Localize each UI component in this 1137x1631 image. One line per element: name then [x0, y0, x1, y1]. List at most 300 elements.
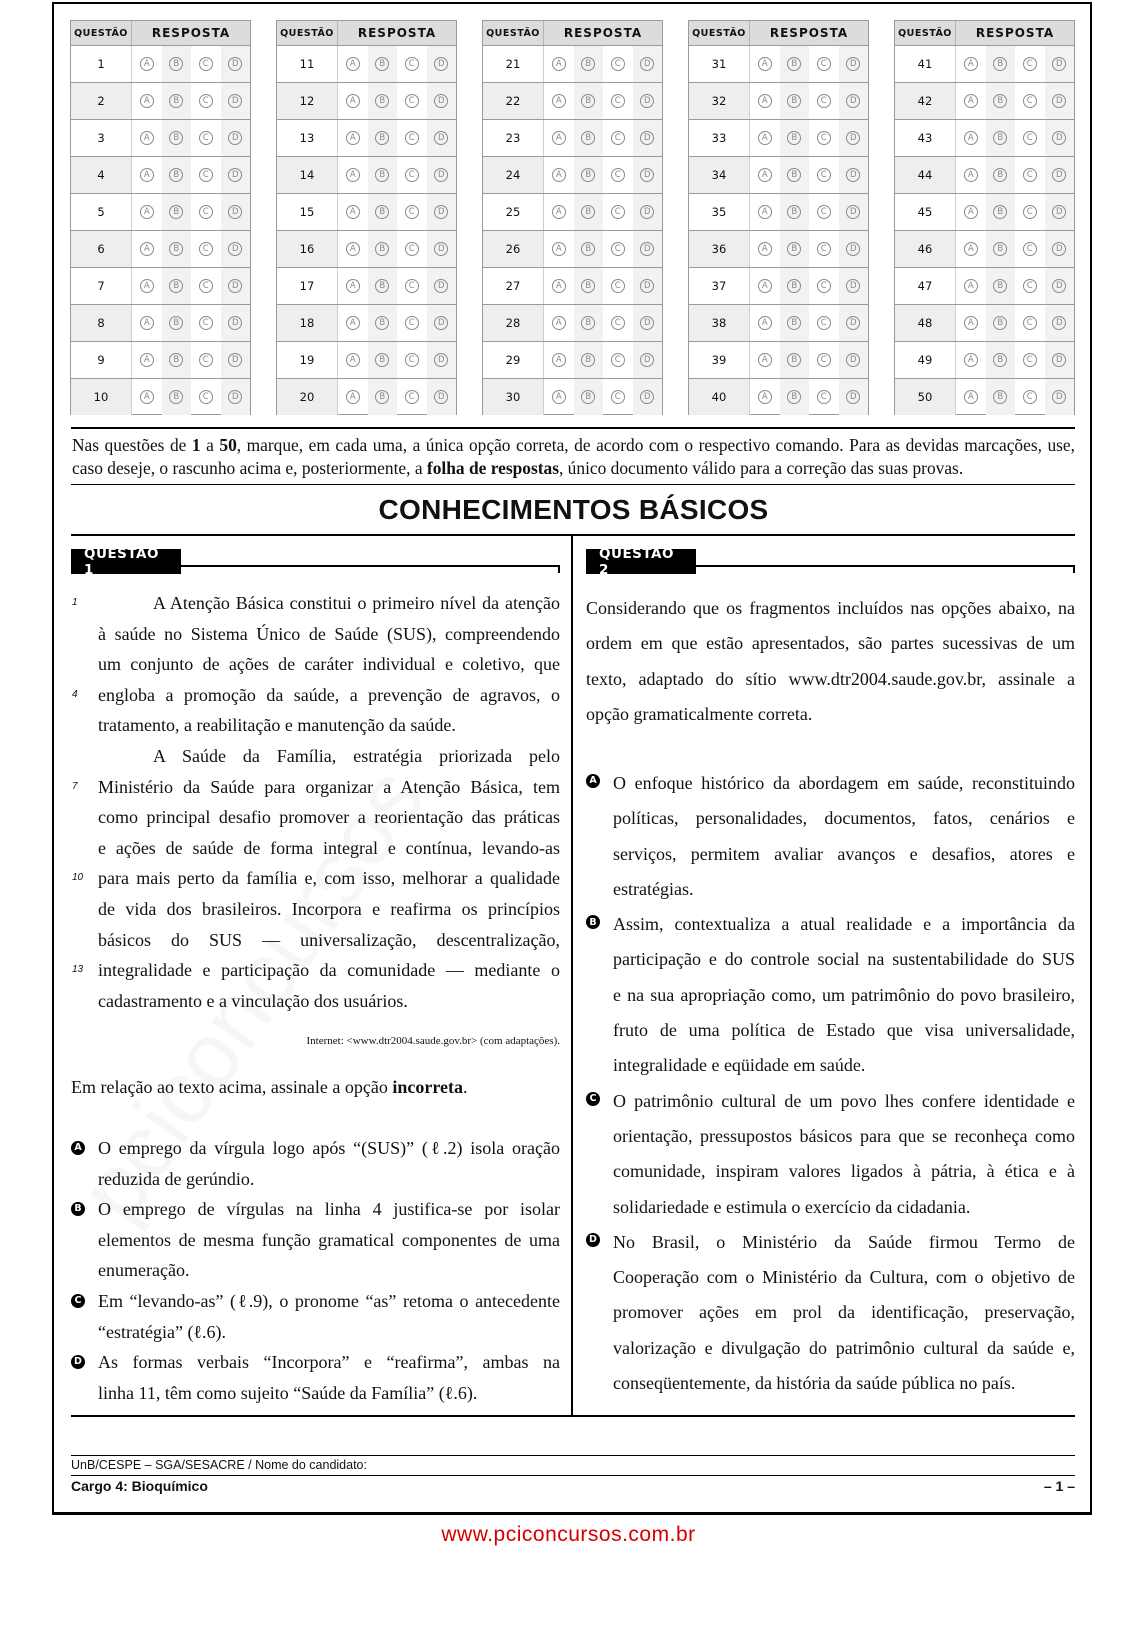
answer-option-a[interactable]	[71, 1133, 560, 1194]
answer-bubble-d[interactable]: D	[434, 168, 448, 182]
answer-bubble-d[interactable]: D	[640, 94, 654, 108]
answer-bubble-d[interactable]: D	[846, 131, 860, 145]
answer-option-cell	[956, 231, 986, 267]
answer-bubble-a[interactable]: A	[758, 131, 772, 145]
answer-bubble-b[interactable]: B	[993, 168, 1007, 182]
answer-bubble-a[interactable]: A	[140, 131, 154, 145]
answer-option-cell	[397, 194, 427, 230]
answer-option-cell	[750, 342, 780, 378]
answer-bubble-a[interactable]: A	[140, 57, 154, 71]
answer-bubble-b[interactable]: B	[169, 205, 183, 219]
answer-option-cell	[132, 46, 162, 82]
answer-bubble-c[interactable]: C	[817, 57, 831, 71]
question-1-options	[71, 1133, 560, 1408]
answer-bubble-c[interactable]: C	[199, 390, 213, 404]
answer-option-cell	[368, 194, 398, 230]
answer-option-cell	[427, 120, 457, 156]
answer-bubble-d[interactable]: D	[846, 57, 860, 71]
answer-bubble-d[interactable]: D	[434, 353, 448, 367]
answer-row	[277, 120, 456, 157]
answer-row	[71, 194, 250, 231]
answer-option-cell	[221, 268, 251, 304]
intro-line: Considerando que os fragmentos incluídos nas opções abaixo, na	[586, 598, 1075, 618]
answer-option-cell	[574, 379, 604, 415]
answer-bubble-d[interactable]: D	[1052, 131, 1066, 145]
answer-bubble-d[interactable]: D	[640, 353, 654, 367]
answer-bubble-a[interactable]: A	[346, 94, 360, 108]
answer-bubble-b[interactable]: B	[169, 94, 183, 108]
header-resposta: RESPOSTA	[563, 26, 643, 40]
option-line: elementos de mesma função gramatical componentes de uma	[98, 1229, 560, 1250]
answer-bubble-d[interactable]: D	[640, 279, 654, 293]
answer-bubble-d[interactable]: D	[846, 94, 860, 108]
answer-option-cell	[809, 268, 839, 304]
answer-bubble-c[interactable]: C	[1023, 390, 1037, 404]
answer-bubble-c[interactable]: C	[405, 168, 419, 182]
answer-bubble-b[interactable]: B	[375, 353, 389, 367]
answer-bubble-c[interactable]: C	[611, 94, 625, 108]
answer-bubble-c[interactable]: C	[817, 279, 831, 293]
answer-bubble-a[interactable]: A	[552, 168, 566, 182]
passage-line	[72, 588, 560, 619]
line-number: 10	[72, 872, 84, 884]
answer-bubble-a[interactable]: A	[140, 316, 154, 330]
answer-bubble-d[interactable]: D	[1052, 168, 1066, 182]
answer-bubble-b[interactable]: B	[169, 168, 183, 182]
answer-bubble-c[interactable]: C	[611, 353, 625, 367]
answer-bubble-b[interactable]: B	[787, 353, 801, 367]
answer-bubble-c[interactable]: C	[199, 131, 213, 145]
answer-bubble-a[interactable]: A	[140, 94, 154, 108]
answer-bubble-d[interactable]: D	[228, 94, 242, 108]
answer-bubble-a[interactable]: A	[964, 316, 978, 330]
answer-bubble-c[interactable]: C	[405, 94, 419, 108]
answer-option-cell	[1015, 157, 1045, 193]
answer-bubble-a[interactable]: A	[346, 168, 360, 182]
answer-bubble-b[interactable]: B	[993, 94, 1007, 108]
answer-bubble-d[interactable]: D	[846, 390, 860, 404]
answer-option-cell	[603, 157, 633, 193]
answer-bubble-a[interactable]: A	[758, 168, 772, 182]
answer-bubble-b[interactable]: B	[581, 205, 595, 219]
answer-bubble-a[interactable]: A	[964, 390, 978, 404]
cargo-label: Cargo 4: Bioquímico	[71, 1478, 208, 1494]
answer-bubble-d[interactable]: D	[434, 131, 448, 145]
answer-bubble-d[interactable]: D	[640, 131, 654, 145]
passage-line	[72, 863, 560, 894]
footer-divider-mid	[71, 1475, 1075, 1476]
answer-bubble-d[interactable]: D	[228, 57, 242, 71]
answer-bubble-d[interactable]: D	[228, 168, 242, 182]
answer-bubble-c[interactable]: C	[611, 57, 625, 71]
answer-bubble-b[interactable]: B	[169, 390, 183, 404]
answer-option-cell	[544, 157, 574, 193]
option-letter-badge-icon: A	[71, 1141, 85, 1155]
answer-bubble-a[interactable]: A	[552, 131, 566, 145]
answer-option-cell	[1015, 120, 1045, 156]
answer-bubble-a[interactable]: A	[964, 279, 978, 293]
answer-bubble-a[interactable]: A	[140, 390, 154, 404]
answer-bubble-c[interactable]: C	[199, 316, 213, 330]
answer-bubble-d[interactable]: D	[1052, 242, 1066, 256]
answer-bubble-d[interactable]: D	[228, 205, 242, 219]
answer-bubble-b[interactable]: B	[993, 57, 1007, 71]
answer-option-cell	[1045, 268, 1075, 304]
answer-bubble-c[interactable]: C	[611, 316, 625, 330]
answer-bubble-a[interactable]: A	[346, 205, 360, 219]
answer-option-cell	[397, 46, 427, 82]
answer-bubble-b[interactable]: B	[375, 94, 389, 108]
answer-option-cell	[780, 231, 810, 267]
answer-bubble-a[interactable]: A	[346, 316, 360, 330]
instructions-text: , único documento válido para a correção das suas provas.	[558, 458, 964, 478]
answer-option-c[interactable]	[586, 1084, 1075, 1225]
answer-bubble-b[interactable]: B	[581, 131, 595, 145]
answer-bubble-b[interactable]: B	[993, 131, 1007, 145]
answer-bubble-b[interactable]: B	[169, 242, 183, 256]
answer-bubble-b[interactable]: B	[787, 279, 801, 293]
page-number: – 1 –	[1043, 1478, 1075, 1494]
answer-bubble-c[interactable]: C	[611, 279, 625, 293]
passage-line-text: e ações de saúde de forma integral e contínua, levando-as	[98, 837, 560, 858]
answer-bubble-b[interactable]: B	[993, 353, 1007, 367]
answer-bubble-b[interactable]: B	[169, 316, 183, 330]
answer-bubble-c[interactable]: C	[1023, 168, 1037, 182]
answer-row	[895, 157, 1074, 194]
answer-option-cell	[1045, 194, 1075, 230]
answer-bubble-a[interactable]: A	[552, 353, 566, 367]
question-number: 1	[71, 46, 132, 82]
answer-option-cell	[132, 305, 162, 341]
answer-bubble-c[interactable]: C	[611, 390, 625, 404]
answer-bubble-d[interactable]: D	[846, 168, 860, 182]
answer-bubble-b[interactable]: B	[169, 353, 183, 367]
answer-table	[894, 20, 1075, 415]
answer-bubble-d[interactable]: D	[228, 390, 242, 404]
answer-bubble-c[interactable]: C	[817, 94, 831, 108]
answer-bubble-c[interactable]: C	[405, 279, 419, 293]
answer-bubble-c[interactable]: C	[611, 242, 625, 256]
answer-bubble-d[interactable]: D	[434, 94, 448, 108]
answer-option-cell	[338, 379, 368, 415]
answer-bubble-d[interactable]: D	[228, 131, 242, 145]
question-2-header-line	[696, 565, 1075, 567]
answer-bubble-c[interactable]: C	[1023, 94, 1037, 108]
answer-bubble-b[interactable]: B	[787, 57, 801, 71]
answer-bubble-c[interactable]: C	[405, 316, 419, 330]
answer-option-cell	[221, 342, 251, 378]
answer-option-cell	[162, 194, 192, 230]
answer-bubble-a[interactable]: A	[552, 390, 566, 404]
answer-bubble-b[interactable]: B	[993, 316, 1007, 330]
answer-bubble-d[interactable]: D	[434, 242, 448, 256]
answer-bubble-a[interactable]: A	[140, 205, 154, 219]
answer-bubble-d[interactable]: D	[1052, 205, 1066, 219]
answer-bubble-a[interactable]: A	[758, 390, 772, 404]
answer-bubble-c[interactable]: C	[405, 205, 419, 219]
answer-option-cell	[986, 379, 1016, 415]
answer-bubble-d[interactable]: D	[1052, 390, 1066, 404]
answer-bubble-a[interactable]: A	[140, 353, 154, 367]
answer-option-cell	[132, 268, 162, 304]
answer-option-c[interactable]	[71, 1286, 560, 1347]
answer-bubble-c[interactable]: C	[817, 353, 831, 367]
question-number: 14	[277, 157, 338, 193]
line-number: 13	[72, 964, 84, 976]
answer-bubble-b[interactable]: B	[375, 57, 389, 71]
answer-bubble-b[interactable]: B	[787, 390, 801, 404]
answer-bubble-b[interactable]: B	[581, 168, 595, 182]
answer-bubble-b[interactable]: B	[581, 57, 595, 71]
intro-line: texto, adaptado do sítio www.dtr2004.saude.gov.br, assinale a	[586, 668, 1075, 689]
instructions-text: Nas questões de	[72, 435, 192, 455]
answer-option-cell	[986, 157, 1016, 193]
answer-bubble-c[interactable]: C	[1023, 279, 1037, 293]
answer-option-cell	[191, 157, 221, 193]
answer-bubble-b[interactable]: B	[787, 131, 801, 145]
answer-option-cell	[956, 194, 986, 230]
header-resposta: RESPOSTA	[769, 26, 849, 40]
answer-bubble-c[interactable]: C	[1023, 316, 1037, 330]
answer-bubble-b[interactable]: B	[375, 131, 389, 145]
answer-bubble-a[interactable]: A	[758, 353, 772, 367]
answer-bubble-d[interactable]: D	[640, 242, 654, 256]
answer-bubble-a[interactable]: A	[758, 242, 772, 256]
answer-bubble-d[interactable]: D	[228, 242, 242, 256]
answer-bubble-c[interactable]: C	[1023, 353, 1037, 367]
answer-bubble-b[interactable]: B	[787, 205, 801, 219]
question-number: 21	[483, 46, 544, 82]
answer-bubble-d[interactable]: D	[434, 57, 448, 71]
question-number: 31	[689, 46, 750, 82]
answer-bubble-d[interactable]: D	[1052, 316, 1066, 330]
answer-option-cell	[397, 379, 427, 415]
answer-bubble-d[interactable]: D	[640, 57, 654, 71]
answer-bubble-c[interactable]: C	[405, 131, 419, 145]
answer-bubble-c[interactable]: C	[1023, 57, 1037, 71]
answer-bubble-d[interactable]: D	[1052, 57, 1066, 71]
question-number: 3	[71, 120, 132, 156]
answer-bubble-c[interactable]: C	[199, 279, 213, 293]
answer-option-cell	[750, 305, 780, 341]
answer-bubble-a[interactable]: A	[140, 242, 154, 256]
question-1-prompt	[71, 1072, 561, 1103]
answer-option-cell	[162, 305, 192, 341]
answer-row	[483, 231, 662, 268]
answer-bubble-d[interactable]: D	[434, 316, 448, 330]
answer-bubble-a[interactable]: A	[964, 242, 978, 256]
answer-bubble-c[interactable]: C	[817, 205, 831, 219]
answer-option-cell	[633, 231, 663, 267]
answer-bubble-a[interactable]: A	[964, 131, 978, 145]
answer-bubble-b[interactable]: B	[581, 279, 595, 293]
answer-bubble-d[interactable]: D	[846, 316, 860, 330]
answer-bubble-a[interactable]: A	[758, 316, 772, 330]
answer-bubble-b[interactable]: B	[375, 316, 389, 330]
answer-bubble-c[interactable]: C	[199, 57, 213, 71]
answer-bubble-c[interactable]: C	[405, 353, 419, 367]
answer-option-a[interactable]	[586, 766, 1075, 907]
answer-bubble-c[interactable]: C	[199, 242, 213, 256]
answer-bubble-b[interactable]: B	[993, 390, 1007, 404]
answer-option-b[interactable]	[71, 1194, 560, 1286]
answer-bubble-a[interactable]: A	[964, 353, 978, 367]
option-line: No Brasil, o Ministério da Saúde firmou Termo de	[613, 1231, 1075, 1252]
answer-bubble-d[interactable]: D	[846, 279, 860, 293]
answer-bubble-c[interactable]: C	[611, 131, 625, 145]
answer-option-cell	[368, 342, 398, 378]
answer-bubble-b[interactable]: B	[581, 94, 595, 108]
answer-option-d[interactable]	[71, 1347, 560, 1408]
answer-bubble-a[interactable]: A	[758, 57, 772, 71]
answer-bubble-d[interactable]: D	[846, 353, 860, 367]
answer-row	[689, 379, 868, 415]
answer-bubble-a[interactable]: A	[758, 279, 772, 293]
instructions-text: a	[200, 435, 220, 455]
answer-row	[277, 194, 456, 231]
answer-bubble-c[interactable]: C	[405, 57, 419, 71]
answer-bubble-a[interactable]: A	[552, 57, 566, 71]
answer-bubble-a[interactable]: A	[964, 205, 978, 219]
answer-bubble-b[interactable]: B	[993, 205, 1007, 219]
answer-bubble-b[interactable]: B	[169, 279, 183, 293]
answer-bubble-b[interactable]: B	[993, 242, 1007, 256]
answer-bubble-c[interactable]: C	[611, 205, 625, 219]
answer-bubble-a[interactable]: A	[964, 57, 978, 71]
answer-bubble-a[interactable]: A	[964, 168, 978, 182]
answer-option-cell	[397, 83, 427, 119]
question-number: 35	[689, 194, 750, 230]
answer-bubble-c[interactable]: C	[817, 316, 831, 330]
answer-option-cell	[633, 120, 663, 156]
answer-bubble-c[interactable]: C	[405, 390, 419, 404]
answer-bubble-b[interactable]: B	[581, 316, 595, 330]
answer-option-b[interactable]	[586, 907, 1075, 1083]
answer-bubble-b[interactable]: B	[787, 242, 801, 256]
question-number: 43	[895, 120, 956, 156]
answer-row	[689, 305, 868, 342]
passage-line	[98, 925, 560, 956]
answer-option-cell	[633, 83, 663, 119]
answer-bubble-d[interactable]: D	[1052, 279, 1066, 293]
answer-bubble-d[interactable]: D	[1052, 353, 1066, 367]
answer-bubble-b[interactable]: B	[169, 131, 183, 145]
answer-bubble-c[interactable]: C	[817, 390, 831, 404]
answer-row	[895, 268, 1074, 305]
answer-option-cell	[427, 46, 457, 82]
answer-option-cell	[338, 194, 368, 230]
instructions-text: , marque, em cada uma, a única opção correta, de acordo com o respectivo comando. Para as devidas marcações, use, caso deseje, o rascunho acima e, posteriormente, a	[72, 435, 1075, 478]
passage-line	[98, 649, 560, 680]
answer-bubble-b[interactable]: B	[787, 168, 801, 182]
answer-bubble-d[interactable]: D	[434, 205, 448, 219]
answer-bubble-c[interactable]: C	[1023, 205, 1037, 219]
answer-bubble-d[interactable]: D	[1052, 94, 1066, 108]
answer-bubble-a[interactable]: A	[552, 205, 566, 219]
answer-bubble-a[interactable]: A	[346, 57, 360, 71]
instructions	[72, 434, 1075, 480]
answer-bubble-c[interactable]: C	[611, 168, 625, 182]
answer-bubble-a[interactable]: A	[346, 242, 360, 256]
answer-option-cell	[397, 305, 427, 341]
answer-bubble-c[interactable]: C	[199, 205, 213, 219]
answer-bubble-a[interactable]: A	[552, 316, 566, 330]
answer-bubble-d[interactable]: D	[434, 279, 448, 293]
answer-bubble-c[interactable]: C	[817, 168, 831, 182]
answer-option-d[interactable]	[586, 1225, 1075, 1401]
answer-bubble-b[interactable]: B	[581, 390, 595, 404]
answer-bubble-a[interactable]: A	[552, 242, 566, 256]
answer-bubble-c[interactable]: C	[199, 168, 213, 182]
answer-option-cell	[1015, 268, 1045, 304]
answer-bubble-d[interactable]: D	[228, 316, 242, 330]
answer-bubble-b[interactable]: B	[787, 94, 801, 108]
answer-bubble-c[interactable]: C	[817, 242, 831, 256]
answer-bubble-a[interactable]: A	[346, 279, 360, 293]
answer-bubble-a[interactable]: A	[140, 168, 154, 182]
answer-bubble-a[interactable]: A	[964, 94, 978, 108]
answer-bubble-b[interactable]: B	[375, 242, 389, 256]
site-url[interactable]: www.pciconcursos.com.br	[441, 1523, 696, 1546]
answer-bubble-a[interactable]: A	[346, 353, 360, 367]
passage-line	[98, 833, 560, 864]
answer-bubble-d[interactable]: D	[846, 205, 860, 219]
answer-bubble-d[interactable]: D	[640, 205, 654, 219]
answer-bubble-c[interactable]: C	[199, 353, 213, 367]
answer-bubble-c[interactable]: C	[1023, 242, 1037, 256]
answer-bubble-d[interactable]: D	[228, 279, 242, 293]
answer-bubble-a[interactable]: A	[140, 279, 154, 293]
answer-bubble-d[interactable]: D	[846, 242, 860, 256]
answer-row	[483, 379, 662, 415]
answer-row	[689, 120, 868, 157]
answer-bubble-a[interactable]: A	[758, 94, 772, 108]
answer-option-cell	[603, 342, 633, 378]
question-number: 8	[71, 305, 132, 341]
answer-bubble-a[interactable]: A	[552, 94, 566, 108]
answer-bubble-d[interactable]: D	[228, 353, 242, 367]
header-questao: QUESTÃO	[689, 21, 750, 45]
answer-bubble-c[interactable]: C	[405, 242, 419, 256]
answer-bubble-d[interactable]: D	[640, 316, 654, 330]
answer-bubble-a[interactable]: A	[758, 205, 772, 219]
answer-option-cell	[574, 231, 604, 267]
answer-bubble-b[interactable]: B	[787, 316, 801, 330]
answer-bubble-c[interactable]: C	[817, 131, 831, 145]
answer-bubble-d[interactable]: D	[640, 168, 654, 182]
answer-bubble-b[interactable]: B	[375, 205, 389, 219]
answer-bubble-b[interactable]: B	[581, 353, 595, 367]
answer-bubble-c[interactable]: C	[1023, 131, 1037, 145]
answer-bubble-b[interactable]: B	[581, 242, 595, 256]
answer-option-cell	[368, 120, 398, 156]
answer-bubble-b[interactable]: B	[993, 279, 1007, 293]
answer-bubble-a[interactable]: A	[346, 131, 360, 145]
answer-bubble-a[interactable]: A	[552, 279, 566, 293]
answer-option-cell	[397, 120, 427, 156]
answer-bubble-d[interactable]: D	[434, 390, 448, 404]
answer-bubble-b[interactable]: B	[375, 279, 389, 293]
answer-bubble-b[interactable]: B	[375, 390, 389, 404]
column-divider	[571, 534, 573, 1417]
answer-bubble-b[interactable]: B	[375, 168, 389, 182]
answer-option-cell	[221, 157, 251, 193]
answer-bubble-a[interactable]: A	[346, 390, 360, 404]
answer-bubble-b[interactable]: B	[169, 57, 183, 71]
answer-bubble-d[interactable]: D	[640, 390, 654, 404]
answer-bubble-c[interactable]: C	[199, 94, 213, 108]
answer-option-cell	[839, 379, 869, 415]
